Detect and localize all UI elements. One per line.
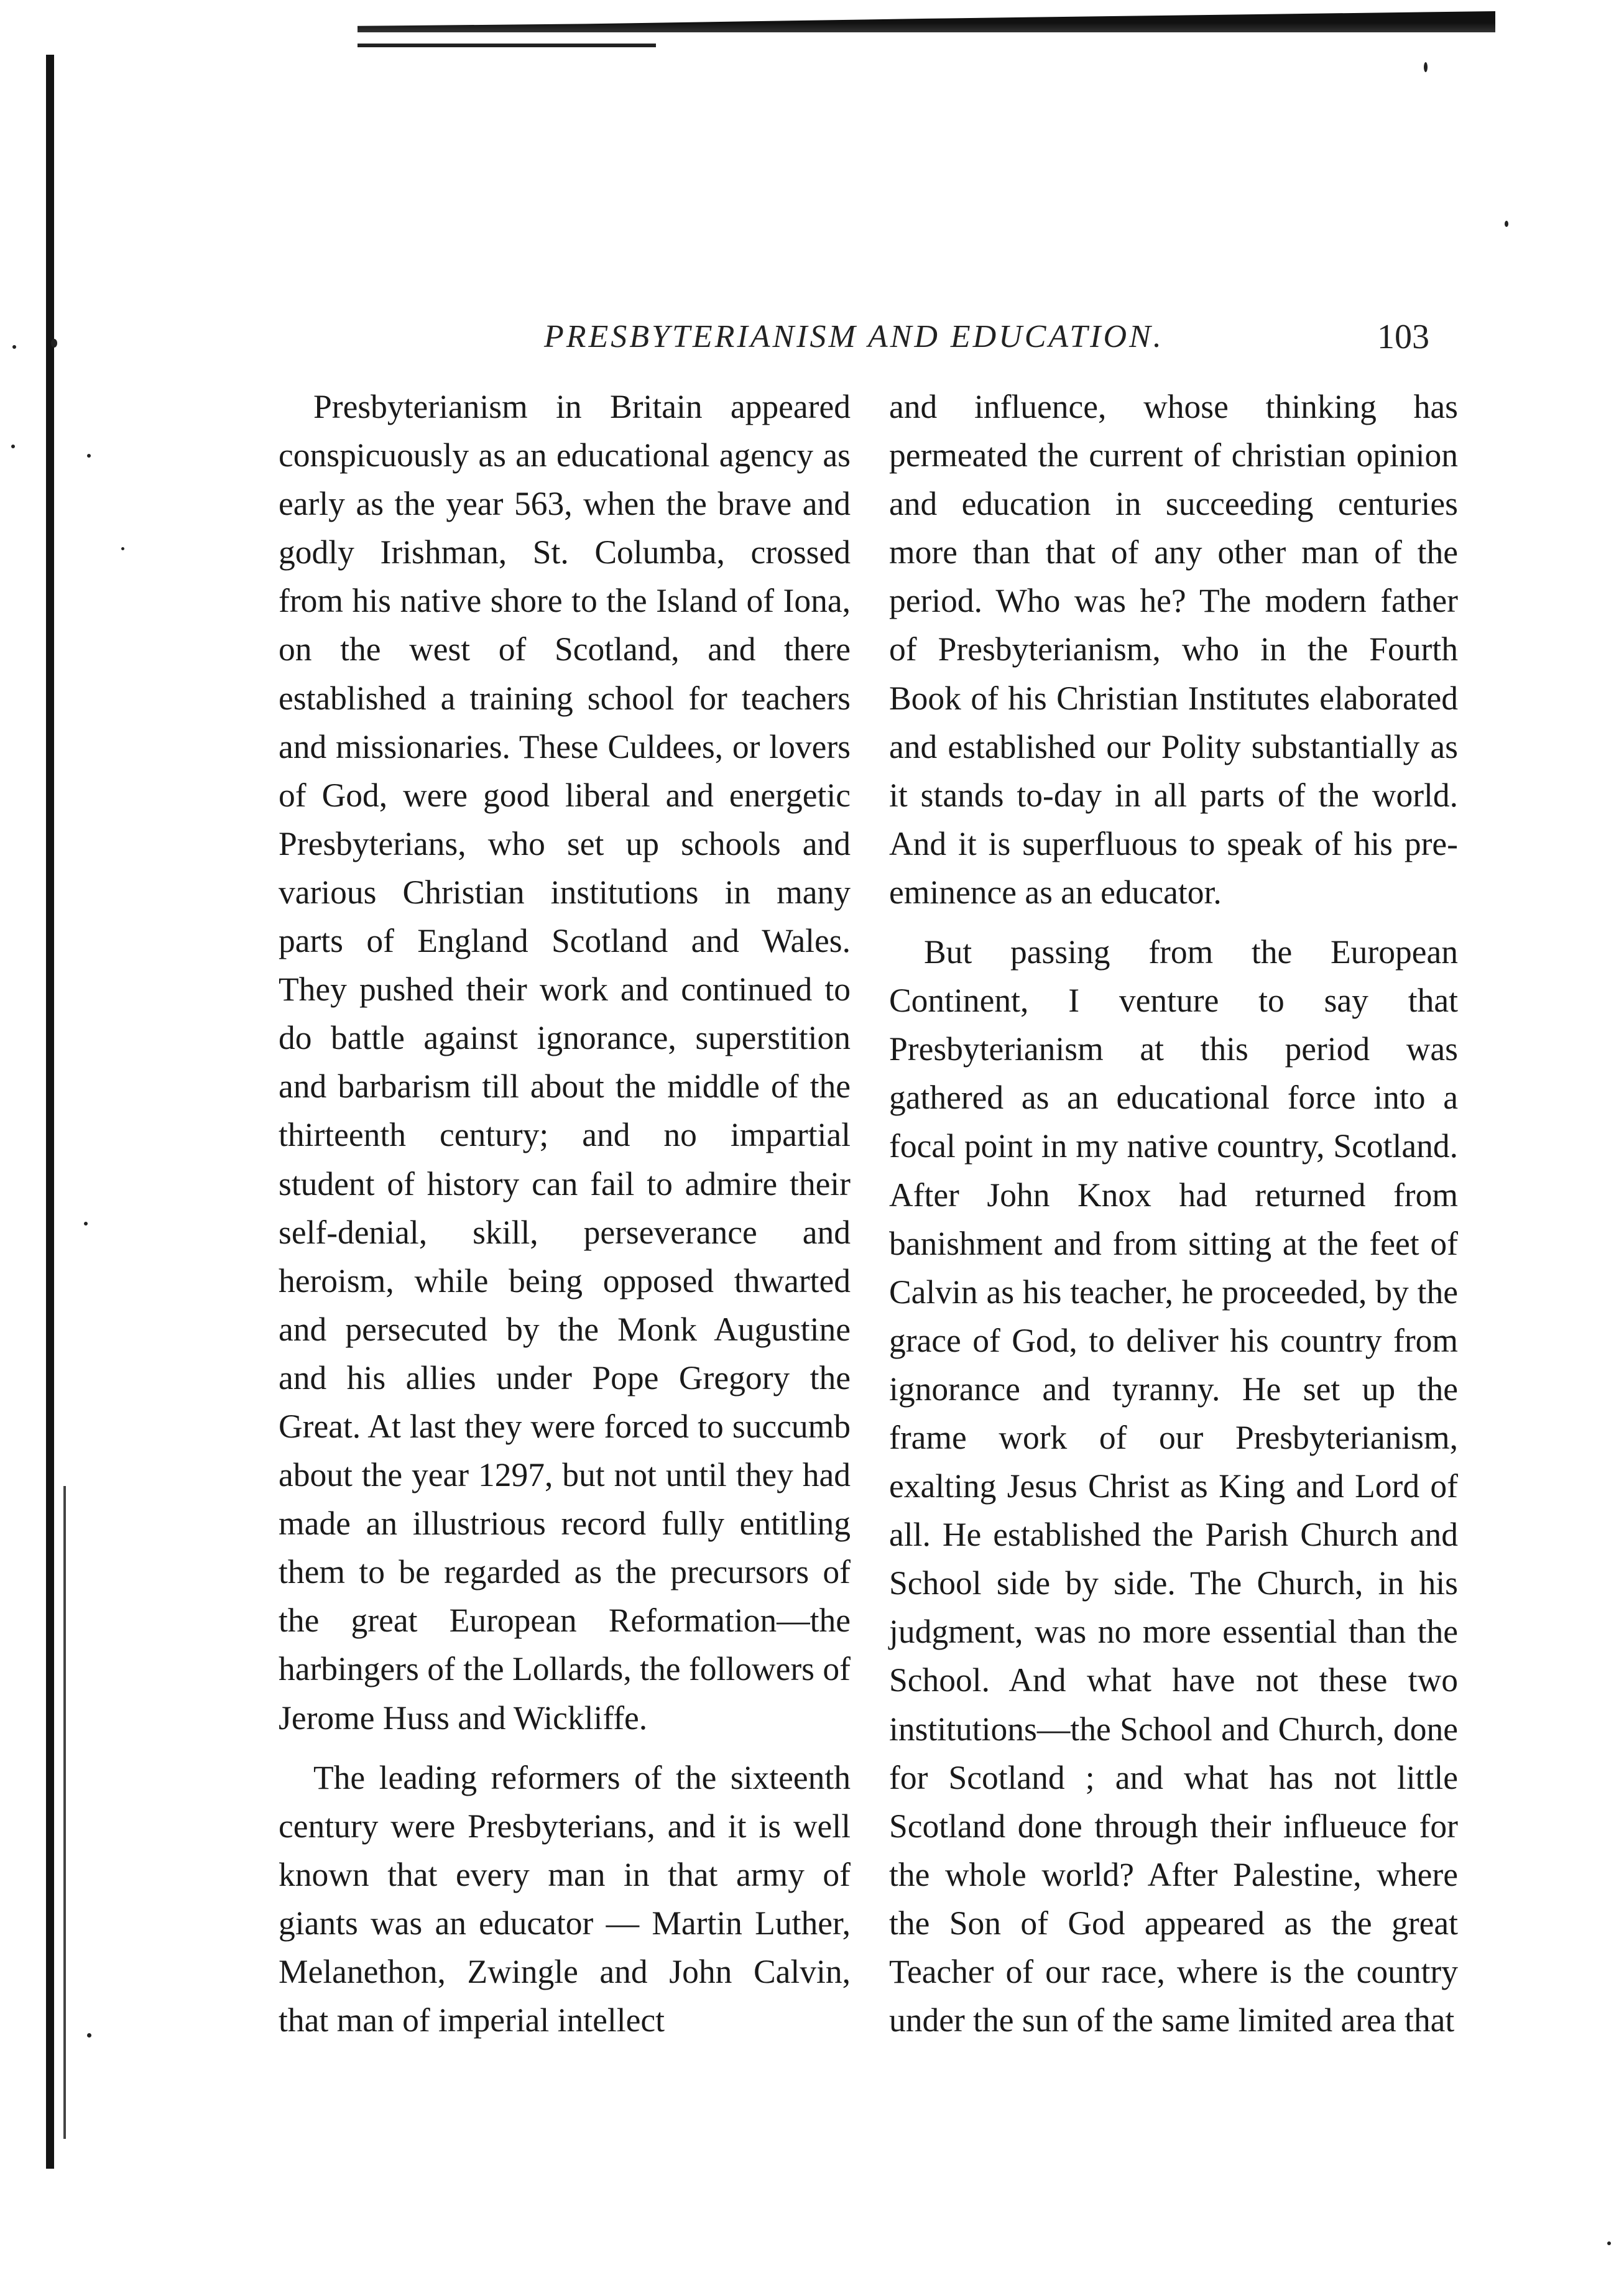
scan-speck bbox=[84, 1222, 88, 1225]
left-binding-edge bbox=[46, 55, 54, 2169]
scan-speck bbox=[1424, 62, 1428, 72]
top-scan-rule-line bbox=[358, 44, 656, 47]
top-scan-rule bbox=[358, 11, 1495, 32]
scan-speck bbox=[1607, 2241, 1611, 2245]
scan-speck bbox=[121, 547, 124, 550]
paragraph: and influence, whose thinking has permeated the current of christian opinion and education in succeeding centuries more than that of any other man of the period. Who was he? The modern father of Presbyterianism, who in the Fourth Book of his Christian Institutes elaborated and established our Polity substantially as it stands to-day in all parts of the world. And it is superfluous to speak of his pre-eminence as an educator. bbox=[889, 388, 1458, 911]
left-text-column bbox=[279, 382, 851, 2056]
paragraph: The leading reformers of the sixteenth century were Presbyterians, and it is well known that every man in that army of giants was an educator — Martin Luther, Melanethon, Zwingle and John Calvin, that man of imperial intellect bbox=[279, 1758, 851, 2039]
scan-speck bbox=[11, 445, 15, 448]
page-number: 103 bbox=[1377, 318, 1429, 356]
left-binding-edge-thin bbox=[63, 1486, 66, 2139]
scan-speck bbox=[87, 2033, 91, 2038]
paragraph: Presbyterianism in Britain appeared conspicuously as an educational agency as early as the year 563, when the brave and godly Irishman, St. Columba, crossed from his native shore to the Island of Iona, on the west of Scotland, and there established a training school for teachers and missionaries. These Culdees, or lovers of God, were good liberal and energetic Presbyterians, who set up schools and various Christian institutions in many parts of England Scotland and Wales. They pushed their work and continued to do battle against ignorance, superstition and barbarism till about the middle of the thirteenth century; and no impartial student of history can fail to admire their self-denial, skill, perseverance and heroism, while being opposed thwarted and persecuted by the Monk Augustine and his allies under Pope Gregory the Great. At last they were forced to succumb about the year 1297, but not until they had made an illustrious record fully entitling them to be regarded as the precursors of the great European Reformation—the harbingers of the Lollards, the followers of Jerome Huss and Wickliffe. bbox=[279, 388, 851, 1737]
scan-speck bbox=[51, 339, 57, 348]
right-text-column bbox=[889, 382, 1458, 2056]
paragraph: But passing from the European Continent, I venture to say that Presbyterianism at this period was gathered as an educational force into a focal point in my native country, Scotland. After John Knox had returned from banishment and from sitting at the feet of Calvin as his teacher, he proceeded, by the grace of God, to deliver his country from ignorance and tyranny. He set up the frame work of our Presbyterianism, exalting Jesus Christ as King and Lord of all. He established the Parish Church and School side by side. The Church, in his judgment, was no more essential than the School. And what have not these two institutions—the School and Church, done for Scotland ; and what has not little Scotland done through their influeuce for the whole world? After Palestine, where the Son of God appeared as the great Teacher of our race, where is the country under the sun of the same limited area that bbox=[889, 933, 1458, 2039]
scan-speck bbox=[12, 345, 16, 349]
running-head: PRESBYTERIANISM AND EDUCATION. bbox=[544, 319, 1164, 354]
scan-speck bbox=[87, 454, 91, 458]
scan-speck bbox=[1505, 221, 1508, 227]
